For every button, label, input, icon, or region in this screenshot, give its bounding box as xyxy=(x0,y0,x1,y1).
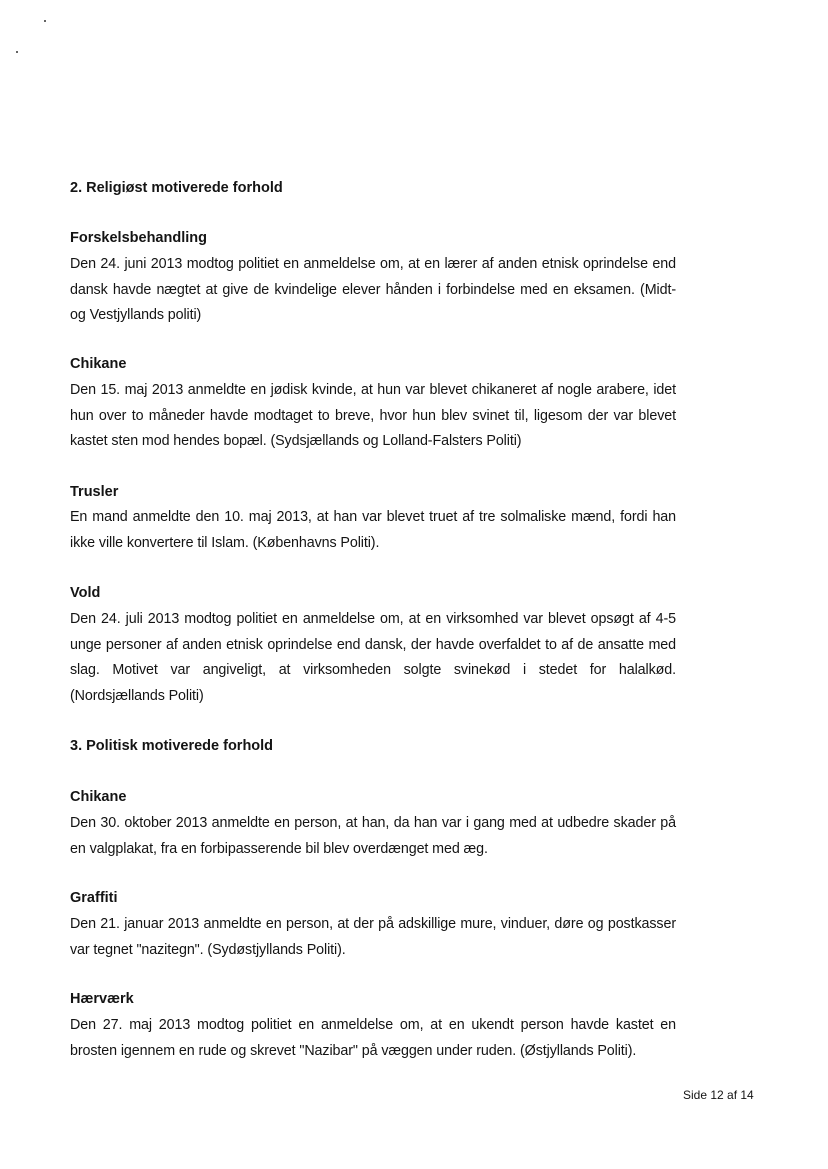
entry-text: Den 24. juli 2013 modtog politiet en anmeldelse om, at en virksomhed var blevet opsøgt af 4-5 unge personer af anden etnisk oprindelse end dansk, der havde overfaldet to af de ansatte med slag. Motivet var angiveligt, at virksomheden solgte svinekød i stedet for halalkød. (Nordsjællands Politi) xyxy=(70,611,676,704)
entry-heading: Chikane xyxy=(70,356,127,372)
entry-text: En mand anmeldte den 10. maj 2013, at han var blevet truet af tre solmaliske mænd, fordi han ikke ville konvertere til Islam. (Københavns Politi). xyxy=(70,509,676,551)
entry-heading: Hærværk xyxy=(70,991,134,1007)
entry-text: Den 15. maj 2013 anmeldte en jødisk kvinde, at hun var blevet chikaneret af nogle arabere, idet hun over to måneder havde modtaget to breve, hvor hun blev svinet til, ligesom der var blevet kastet sten mod hendes bopæl. (Sydsjællands og Lolland-Falsters Politi) xyxy=(70,382,676,449)
section-title-political: 3. Politisk motiverede forhold xyxy=(70,738,274,754)
entry-text: Den 27. maj 2013 modtog politiet en anmeldelse om, at en ukendt person havde kastet en brosten igennem en rude og skrevet "Nazibar" på væggen under ruden. (Østjyllands Politi). xyxy=(70,1017,676,1059)
entry-text: Den 30. oktober 2013 anmeldte en person, at han, da han var i gang med at udbedre skader på en valgplakat, fra en forbipasserende bil blev overdænget med æg. xyxy=(70,815,676,857)
entry-heading: Vold xyxy=(70,585,101,601)
entry-heading: Forskelsbehandling xyxy=(70,230,207,246)
page-number: Side 12 af 14 xyxy=(683,1088,754,1102)
entry-heading: Graffiti xyxy=(70,890,118,906)
entry-heading: Trusler xyxy=(70,484,119,500)
entry-text: Den 21. januar 2013 anmeldte en person, at der på adskillige mure, vinduer, døre og postkasser var tegnet "nazitegn". (Sydøstjyllands Politi). xyxy=(70,916,676,958)
entry-text: Den 24. juni 2013 modtog politiet en anmeldelse om, at en lærer af anden etnisk oprindelse end dansk havde nægtet at give de kvindelige elever hånden i forbindelse med en eksamen. (Midt- og Vestjyllands politi) xyxy=(70,256,676,323)
section-title-religious: 2. Religiøst motiverede forhold xyxy=(70,180,283,196)
entry-heading: Chikane xyxy=(70,789,127,805)
scan-speck xyxy=(16,51,18,53)
scan-speck xyxy=(44,20,46,22)
